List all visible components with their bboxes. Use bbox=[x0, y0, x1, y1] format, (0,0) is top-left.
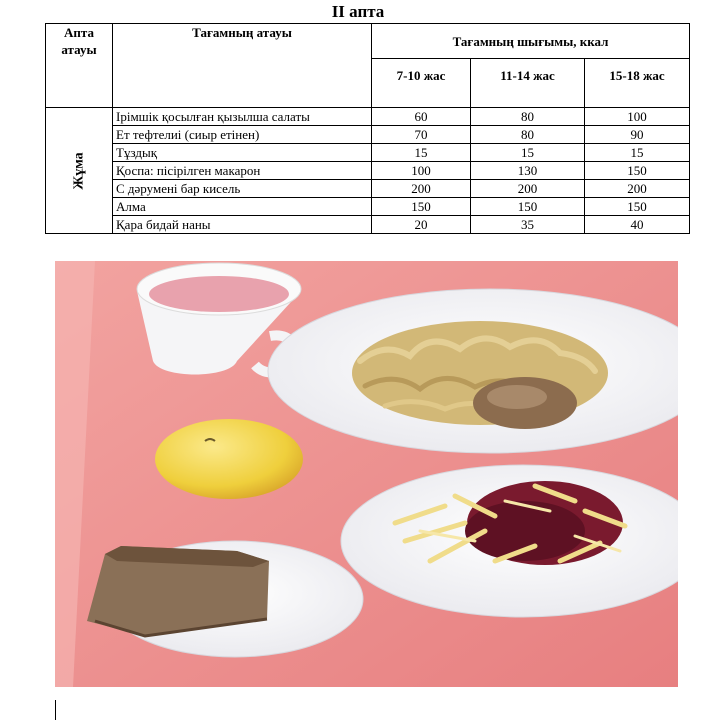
table-row bbox=[46, 108, 690, 126]
kcal-15-18: 100 bbox=[585, 108, 690, 126]
kcal-15-18: 150 bbox=[585, 198, 690, 216]
kcal-15-18: 200 bbox=[585, 180, 690, 198]
dish-name: Алма bbox=[113, 198, 372, 216]
text-cursor bbox=[55, 700, 56, 720]
header-age-15-18: 15-18 жас bbox=[585, 59, 690, 108]
kcal-7-10: 150 bbox=[372, 198, 471, 216]
meal-photo bbox=[55, 261, 678, 687]
header-dish-name: Тағамның атауы bbox=[113, 24, 372, 108]
table-row bbox=[46, 144, 690, 162]
table-row bbox=[46, 180, 690, 198]
kcal-7-10: 20 bbox=[372, 216, 471, 234]
kcal-11-14: 15 bbox=[471, 144, 585, 162]
apple bbox=[155, 419, 303, 499]
kcal-11-14: 150 bbox=[471, 198, 585, 216]
page-title: II апта bbox=[331, 2, 385, 21]
dish-name: Ірімшік қосылған қызылша салаты bbox=[113, 108, 372, 126]
kcal-11-14: 80 bbox=[471, 108, 585, 126]
table-row bbox=[46, 162, 690, 180]
dish-name: Қара бидай наны bbox=[113, 216, 372, 234]
header-age-11-14: 11-14 жас bbox=[471, 59, 585, 108]
kcal-7-10: 70 bbox=[372, 126, 471, 144]
kcal-11-14: 130 bbox=[471, 162, 585, 180]
dish-name: Ет тефтелиі (сиыр етінен) bbox=[113, 126, 372, 144]
dish-name: С дәрумені бар кисель bbox=[113, 180, 372, 198]
header-kcal: Тағамның шығымы, ккал bbox=[372, 24, 690, 59]
kcal-15-18: 40 bbox=[585, 216, 690, 234]
day-cell bbox=[46, 108, 113, 234]
kcal-15-18: 15 bbox=[585, 144, 690, 162]
day-label: Жұма bbox=[71, 151, 87, 190]
kcal-7-10: 60 bbox=[372, 108, 471, 126]
table-row bbox=[46, 198, 690, 216]
table-row bbox=[46, 216, 690, 234]
table-row bbox=[46, 126, 690, 144]
header-week-name: Апта атауы bbox=[46, 24, 113, 108]
dish-name: Тұздық bbox=[113, 144, 372, 162]
kcal-15-18: 150 bbox=[585, 162, 690, 180]
kcal-7-10: 100 bbox=[372, 162, 471, 180]
kcal-11-14: 80 bbox=[471, 126, 585, 144]
kcal-7-10: 15 bbox=[372, 144, 471, 162]
dish-name: Қоспа: пісірілген макарон bbox=[113, 162, 372, 180]
header-age-7-10: 7-10 жас bbox=[372, 59, 471, 108]
kcal-15-18: 90 bbox=[585, 126, 690, 144]
kcal-11-14: 35 bbox=[471, 216, 585, 234]
kcal-7-10: 200 bbox=[372, 180, 471, 198]
menu-table bbox=[45, 23, 690, 234]
kcal-11-14: 200 bbox=[471, 180, 585, 198]
